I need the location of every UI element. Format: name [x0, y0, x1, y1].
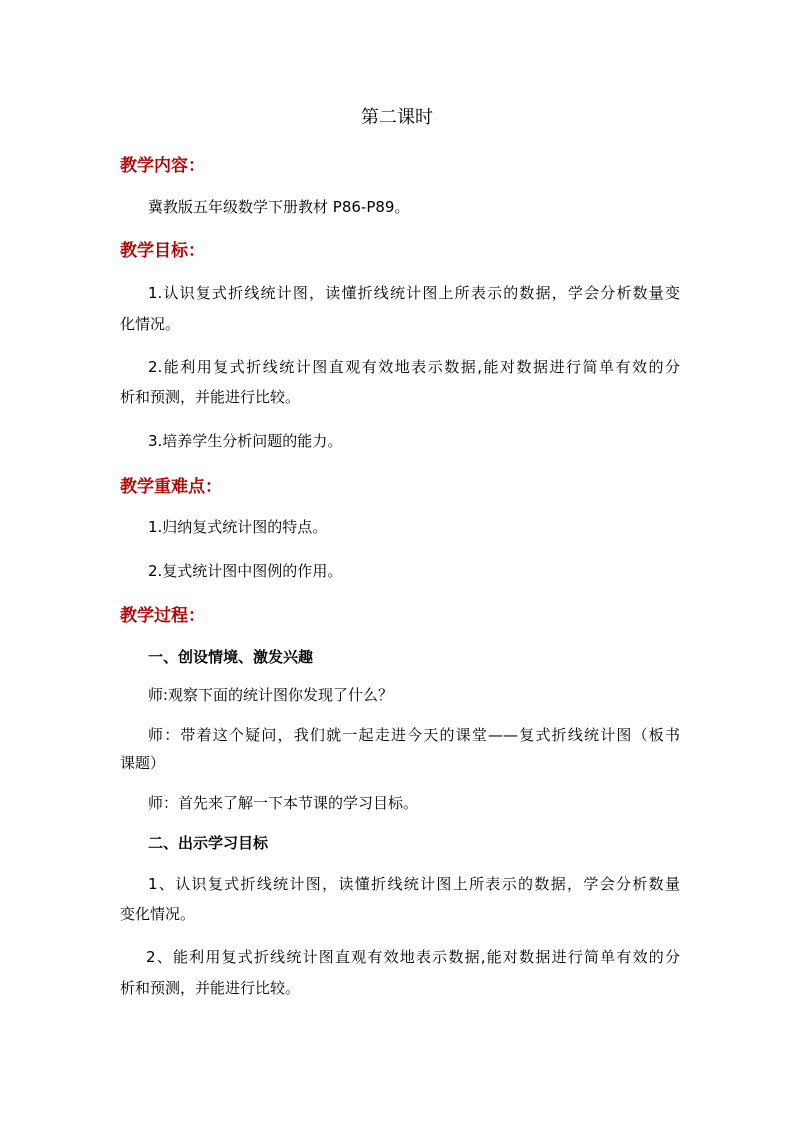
- content-text: 冀教版五年级数学下册教材 P86-P89。: [148, 198, 410, 216]
- step-1-heading: 一、创设情境、激发兴趣: [148, 648, 314, 666]
- key-points-heading: 教学重难点：: [120, 477, 222, 497]
- goal-3: 3.培养学生分析问题的能力。: [148, 432, 343, 450]
- key-point-2: 2.复式统计图中图例的作用。: [148, 562, 343, 580]
- step-2-goal-1-line-2: 变化情况。: [120, 905, 196, 923]
- goal-2-line-1: 2.能利用复式折线统计图直观有效地表示数据,能对数据进行简单有效的分: [148, 358, 680, 376]
- goals-heading: 教学目标：: [120, 241, 205, 261]
- step-2-heading: 二、出示学习目标: [148, 834, 269, 852]
- goal-1-line-1: 1.认识复式折线统计图，读懂折线统计图上所表示的数据，学会分析数量变: [148, 284, 680, 302]
- key-point-1: 1.归纳复式统计图的特点。: [148, 518, 328, 536]
- step-1-line-4: 师：首先来了解一下本节课的学习目标。: [148, 794, 419, 812]
- page-title: 第二课时: [361, 107, 433, 128]
- step-2-goal-1-line-1: 1、认识复式折线统计图，读懂折线统计图上所表示的数据，学会分析数量: [148, 875, 680, 893]
- content-heading: 教学内容：: [120, 156, 205, 176]
- step-2-goal-2-line-1: 2、能利用复式折线统计图直观有效地表示数据,能对数据进行简单有效的分: [146, 948, 680, 966]
- step-1-line-1: 师:观察下面的统计图你发现了什么？: [148, 686, 394, 704]
- step-2-goal-2-line-2: 析和预测，并能进行比较。: [120, 979, 301, 997]
- process-heading: 教学过程：: [120, 606, 205, 626]
- goal-1-line-2: 化情况。: [120, 315, 181, 333]
- goal-2-line-2: 析和预测，并能进行比较。: [120, 388, 301, 406]
- step-1-line-3: 课题）: [120, 754, 166, 772]
- step-1-line-2: 师：带着这个疑问，我们就一起走进今天的课堂——复式折线统计图（板书: [148, 726, 680, 744]
